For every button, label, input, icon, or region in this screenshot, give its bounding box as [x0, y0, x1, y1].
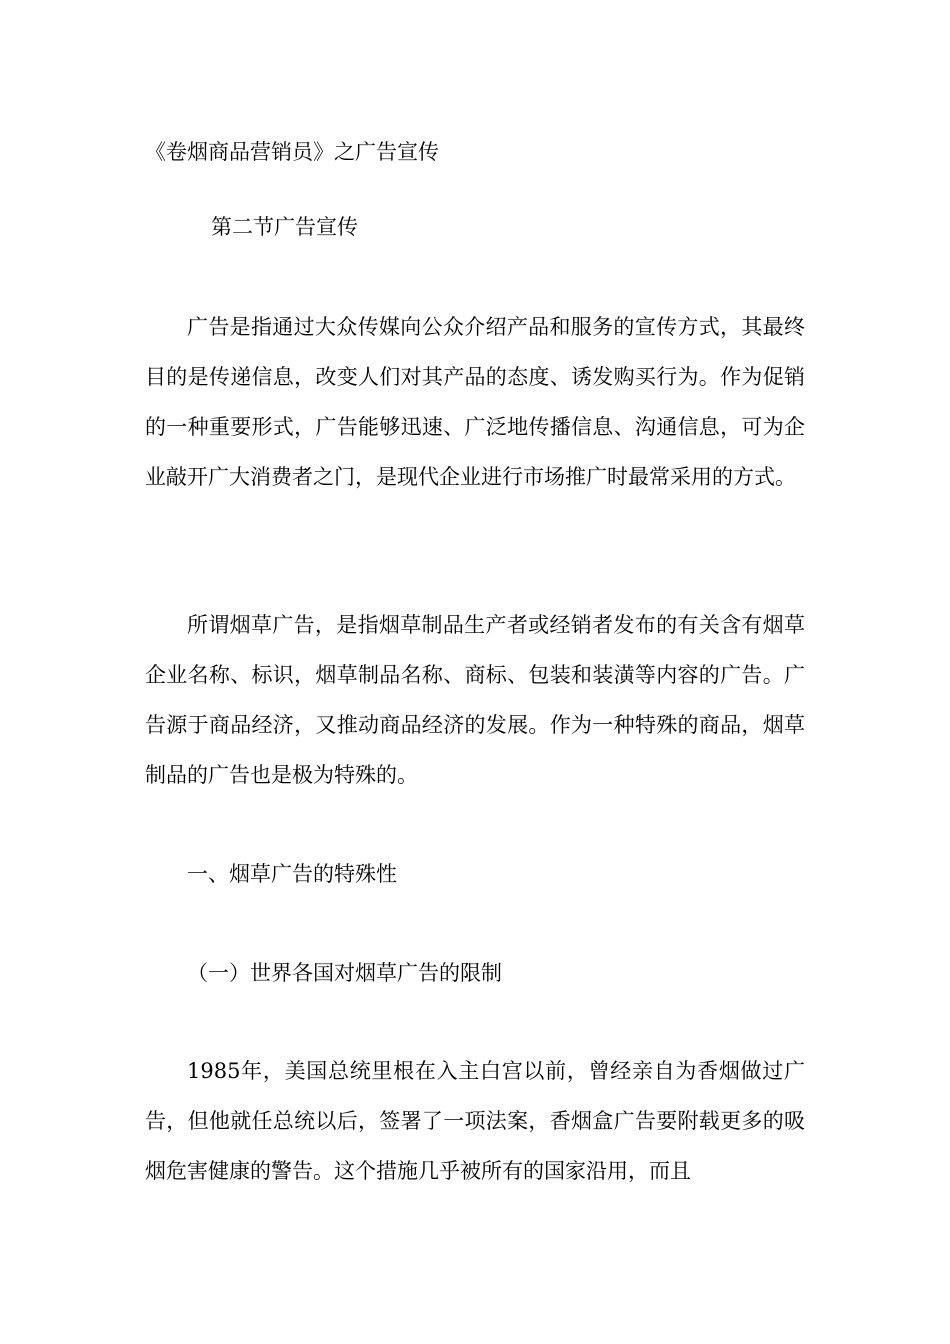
document-title: 《卷烟商品营销员》之广告宣传 — [145, 140, 439, 164]
paragraph-advertising-definition: 广告是指通过大众传媒向公众介绍产品和服务的宣传方式，其最终目的是传递信息，改变人们对其产品的态度、诱发购买行为。作为促销的一种重要形式，广告能够迅速、广泛地传播信息、沟通信息，可为企业敲开广大消费者之门，是现代企业进行市场推广时最常采用的方式。 — [145, 315, 805, 489]
paragraph-tobacco-advertising: 所谓烟草广告，是指烟草制品生产者或经销者发布的有关含有烟草企业名称、标识，烟草制品名称、商标、包装和装潢等内容的广告。广告源于商品经济，又推动商品经济的发展。作为一种特殊的商品，烟草制品的广告也是极为特殊的。 — [145, 613, 805, 787]
heading-tobacco-ad-particularity: 一、烟草广告的特殊性 — [187, 862, 397, 886]
paragraph-reagan-1985: 1985年，美国总统里根在入主白宫以前，曾经亲自为香烟做过广告，但他就任总统以后，签署了一项法案，香烟盒广告要附载更多的吸烟危害健康的警告。这个措施几乎被所有的国家沿用，而且 — [145, 1059, 805, 1183]
heading-world-restrictions: （一）世界各国对烟草广告的限制 — [187, 961, 502, 985]
section-title: 第二节广告宣传 — [211, 215, 358, 239]
